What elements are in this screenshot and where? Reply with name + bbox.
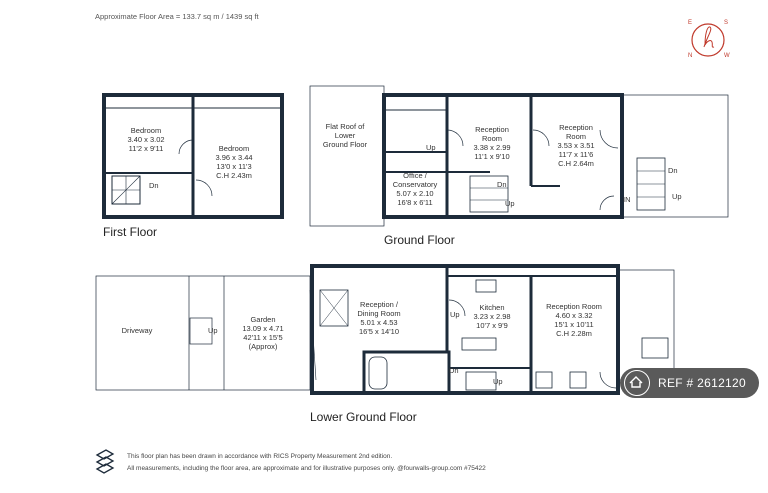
stair-label-dn: Dn <box>668 166 678 175</box>
room-reception-3 <box>546 302 602 338</box>
stair-label-dn: Dn <box>497 180 507 189</box>
stair-label-dn: Dn <box>449 366 459 375</box>
house-logo-icon <box>624 370 650 396</box>
room-imperial: 13'0 x 11'3 <box>216 162 252 171</box>
entrance-label: IN <box>623 195 631 204</box>
stair-label-up: Up <box>450 310 460 319</box>
room-ceiling: C.H 2.28m <box>556 329 592 338</box>
room-imperial: 11'1 x 9'10 <box>474 152 510 161</box>
stair-label-up: Up <box>208 326 218 335</box>
stair-label-up: Up <box>426 143 436 152</box>
room-line-2: Dining Room <box>357 309 401 318</box>
room-line-2: Lower <box>334 131 356 140</box>
room-ceiling: C.H 2.43m <box>216 171 252 180</box>
room-metric: 5.07 x 2.10 <box>396 189 434 198</box>
room-name: Bedroom <box>130 126 162 135</box>
room-imperial: 15'1 x 10'11 <box>554 320 594 329</box>
stair-label-dn: Dn <box>149 181 159 190</box>
compass-s: S <box>724 20 729 26</box>
room-flat-roof <box>323 122 367 149</box>
ref-number: REF # 2612120 <box>658 376 746 390</box>
compass-n: N <box>688 53 693 59</box>
room-name: Driveway <box>121 326 153 335</box>
room-metric: 3.40 x 3.02 <box>127 135 165 144</box>
room-line-1: Office / <box>403 171 427 180</box>
floor-area-text: Approximate Floor Area = 133.7 sq m / 1439 sq ft <box>95 12 259 21</box>
footer-line-1: This floor plan has been drawn in accordance with RICS Property Measurement 2nd edition. <box>127 453 393 460</box>
room-metric: 3.53 x 3.51 <box>557 141 595 150</box>
stair-label-up: Up <box>505 199 515 208</box>
room-line-3: Ground Floor <box>322 140 368 149</box>
footer-line-2: All measurements, including the floor area, are approximate and for illustrative purposes only. @fourwalls-group.com #75422 <box>127 465 486 472</box>
room-garden <box>242 315 283 351</box>
room-metric: 3.96 x 3.44 <box>215 153 253 162</box>
room-line-1: Flat Roof of <box>325 122 365 131</box>
room-dining <box>357 300 400 336</box>
room-name: Reception Room <box>546 302 602 311</box>
room-line-2: Room <box>565 132 586 141</box>
ref-badge <box>620 368 759 398</box>
room-note: (Approx) <box>248 342 278 351</box>
room-line-1: Reception / <box>360 300 398 309</box>
room-imperial: 16'8 x 6'11 <box>397 198 433 207</box>
room-office-conservatory <box>393 171 438 207</box>
room-reception-2 <box>557 123 594 168</box>
room-name: Kitchen <box>479 303 505 312</box>
room-line-1: Reception <box>475 125 509 134</box>
room-metric: 13.09 x 4.71 <box>242 324 284 333</box>
fourwalls-logo-icon <box>94 449 116 480</box>
room-kitchen <box>473 303 510 330</box>
room-ceiling: C.H 2.64m <box>558 159 594 168</box>
room-imperial: 11'2 x 9'11 <box>128 144 164 153</box>
room-bedroom-1 <box>127 126 164 153</box>
floor-title-first: First Floor <box>103 225 157 239</box>
room-line-2: Room <box>481 134 502 143</box>
compass-e: E <box>688 20 693 26</box>
floor-title-lower: Lower Ground Floor <box>310 410 417 424</box>
room-metric: 4.60 x 3.32 <box>555 311 593 320</box>
room-imperial: 10'7 x 9'9 <box>476 321 508 330</box>
room-bedroom-2 <box>215 144 252 180</box>
compass-w: W <box>724 53 730 59</box>
room-imperial: 11'7 x 11'6 <box>558 150 594 159</box>
room-metric: 3.38 x 2.99 <box>473 143 511 152</box>
stair-label-up: Up <box>672 192 682 201</box>
room-name: Garden <box>250 315 276 324</box>
room-imperial: 16'5 x 14'10 <box>359 327 399 336</box>
room-line-1: Reception <box>559 123 593 132</box>
room-imperial: 42'11 x 15'5 <box>243 333 283 342</box>
room-line-2: Conservatory <box>392 180 438 189</box>
room-reception-1 <box>473 125 510 161</box>
stair-label-up: Up <box>493 377 503 386</box>
floor-title-ground: Ground Floor <box>384 233 455 247</box>
room-driveway <box>122 326 153 335</box>
room-name: Bedroom <box>218 144 250 153</box>
room-metric: 3.23 x 2.98 <box>473 312 511 321</box>
room-metric: 5.01 x 4.53 <box>360 318 398 327</box>
